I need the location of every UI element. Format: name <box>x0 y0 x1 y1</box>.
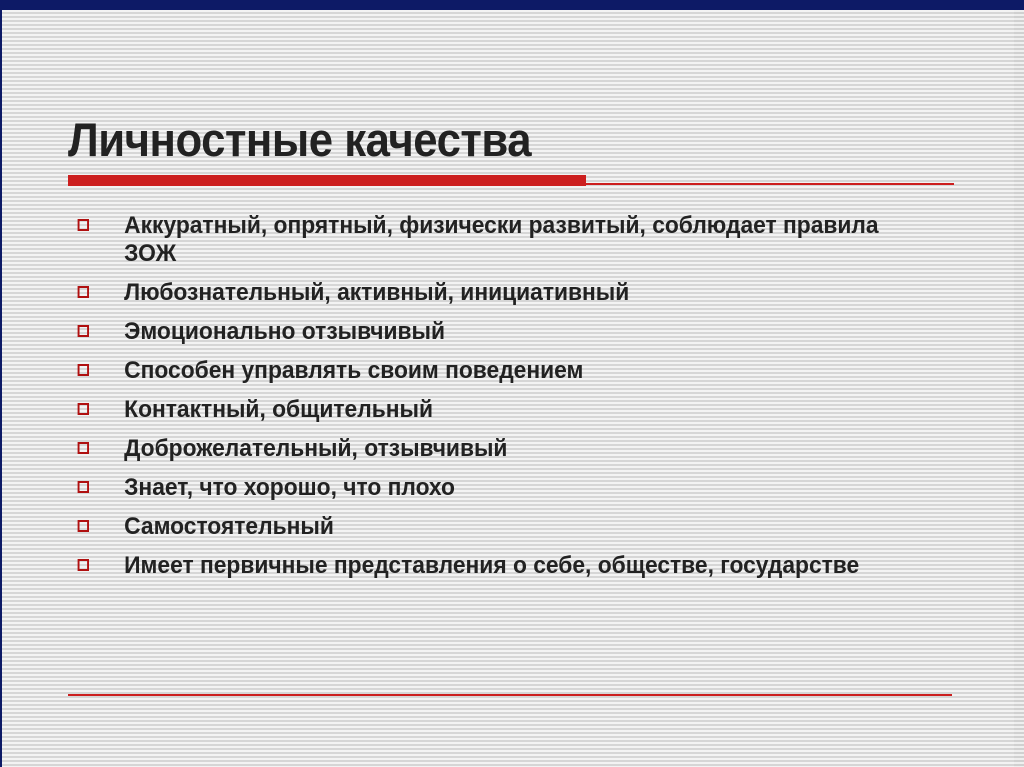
list-item <box>70 474 906 502</box>
list-item <box>70 279 906 307</box>
list-item <box>70 357 906 385</box>
list-item <box>70 318 906 346</box>
slide-title: Личностные качества <box>68 113 532 166</box>
list-item-text: Доброжелательный, отзывчивый <box>124 435 508 462</box>
list-item <box>70 513 906 541</box>
title-underline-thin <box>586 183 954 185</box>
list-item-text: Способен управлять своим поведением <box>124 357 584 384</box>
slide-edge-strip <box>1014 10 1024 767</box>
hollow-square-bullet-icon <box>78 559 89 571</box>
list-item-text: Аккуратный, опрятный, физически развитый, соблюдает правила ЗОЖ <box>124 212 879 267</box>
footer-divider <box>68 694 952 696</box>
list-item-text: Самостоятельный <box>124 513 334 540</box>
hollow-square-bullet-icon <box>78 325 89 337</box>
hollow-square-bullet-icon <box>78 403 89 415</box>
hollow-square-bullet-icon <box>78 520 89 532</box>
list-item-text: Знает, что хорошо, что плохо <box>124 474 455 501</box>
hollow-square-bullet-icon <box>78 481 89 493</box>
list-item-text: Имеет первичные представления о себе, обществе, государстве <box>124 552 860 579</box>
bullet-list <box>70 212 950 591</box>
list-item <box>70 212 906 268</box>
hollow-square-bullet-icon <box>78 219 89 231</box>
list-item-text: Эмоционально отзывчивый <box>124 318 446 345</box>
list-item-text: Контактный, общительный <box>124 396 433 423</box>
hollow-square-bullet-icon <box>78 442 89 454</box>
title-underline-thick <box>68 175 586 186</box>
list-item <box>70 552 906 580</box>
list-item-text: Любознательный, активный, инициативный <box>124 279 630 306</box>
list-item <box>70 396 906 424</box>
hollow-square-bullet-icon <box>78 364 89 376</box>
list-item <box>70 435 906 463</box>
hollow-square-bullet-icon <box>78 286 89 298</box>
